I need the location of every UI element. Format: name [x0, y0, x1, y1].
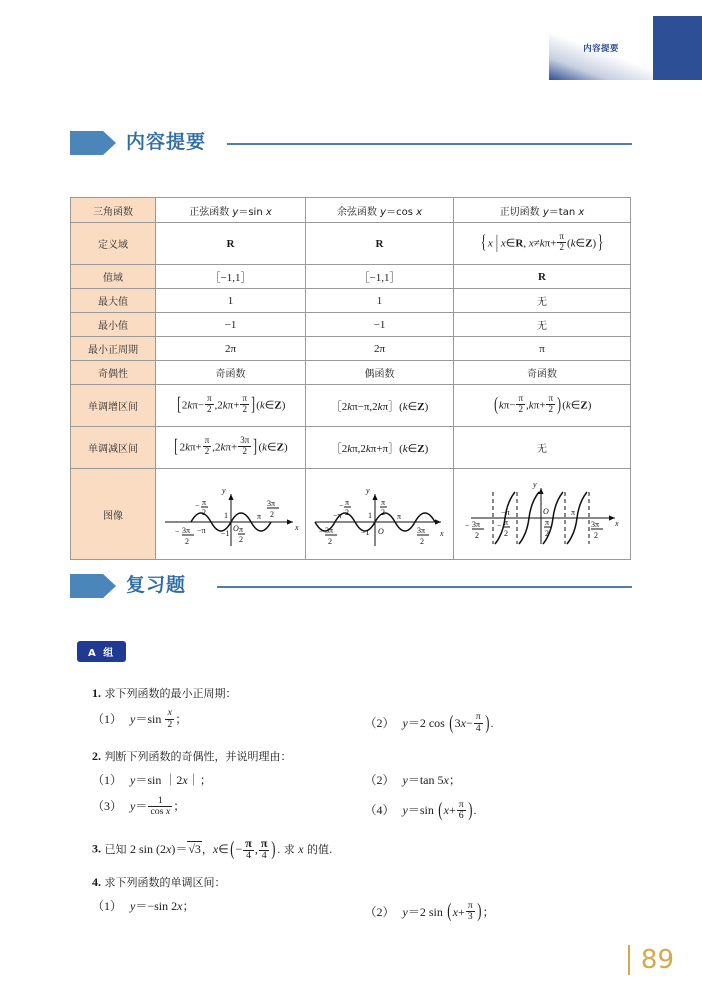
svg-text:O: O — [378, 527, 384, 536]
exercise-stem-3 — [92, 835, 637, 865]
part-expression: y＝sin ｜2x｜； — [130, 773, 212, 788]
row-label-range: 值域 — [71, 265, 156, 289]
svg-text:π: π — [345, 498, 350, 507]
svg-text:y: y — [366, 486, 370, 495]
cell-increasing-tan: (kπ− $\frac{\pi}{2}$ ,kπ+ $\frac{\pi}{2}$ )(k∈Z) — [454, 385, 631, 427]
part-expression: y＝sin $\frac{x}{2}$ ； — [130, 707, 188, 730]
svg-text:−: − — [465, 521, 470, 530]
cell-function-sin: 正弦函数 y＝sin x — [156, 198, 306, 223]
svg-text:2: 2 — [381, 508, 385, 517]
exercise-part — [365, 898, 638, 928]
exercise-number-3: 3. — [92, 841, 101, 856]
part-expression: y＝sin (x+ $\frac{\pi}{6}$ ). — [402, 798, 477, 821]
exercise-stem-2 — [92, 748, 637, 765]
part-expression: y＝2 cos (3x− $\frac{\pi}{4}$ ). — [402, 711, 494, 734]
chevron-marker-icon — [70, 131, 116, 155]
row-label-function: 三角函数 — [71, 198, 156, 223]
part-label: （2） — [364, 904, 395, 919]
corner-tab — [549, 16, 702, 80]
svg-text:1: 1 — [368, 511, 372, 520]
svg-text:−: − — [497, 521, 502, 530]
row-label-min: 最小值 — [71, 313, 156, 337]
svg-text:3π: 3π — [591, 520, 600, 529]
section-title-review: 复习题 — [126, 574, 187, 596]
svg-text:−: − — [195, 501, 200, 510]
part-label: （1） — [92, 899, 123, 914]
svg-text:π: π — [397, 512, 402, 521]
cell-domain-sin: R — [156, 223, 306, 265]
row-label-max: 最大值 — [71, 289, 156, 313]
exercise-text-3: 已知 2 sin (2x)＝√3，x∈(− $\frac{\pi}{4}$ , $\frac{\pi}{4}$ ). 求 x 的值. — [104, 835, 333, 861]
exercise-text-1: 求下列函数的最小正周期： — [104, 687, 237, 700]
table-row — [71, 313, 631, 337]
table-row — [71, 469, 631, 560]
svg-text:x: x — [440, 529, 444, 538]
page-number-rule — [628, 945, 630, 975]
exercise-parts-2b — [92, 794, 637, 827]
part-expression: y＝tan 5x； — [402, 773, 461, 788]
svg-text:2: 2 — [185, 537, 189, 546]
cell-parity-cos: 偶函数 — [306, 361, 454, 385]
svg-text:−1: −1 — [361, 528, 370, 537]
exercise-parts-4 — [92, 898, 637, 928]
table-row — [71, 289, 631, 313]
part-label: （2） — [364, 715, 395, 730]
sine-curve-icon — [159, 474, 303, 554]
exercise-stem-4 — [92, 874, 637, 891]
cell-range-sin: ［−1,1］ — [156, 265, 306, 289]
part-label: （2） — [364, 773, 395, 788]
section-title-contents: 内容提要 — [126, 131, 207, 153]
cell-min-tan: 无 — [454, 313, 631, 337]
cell-domain-cos: R — [306, 223, 454, 265]
cosine-curve-icon — [309, 474, 451, 554]
table-row — [71, 337, 631, 361]
part-expression: y＝2 sin (x+ $\frac{\pi}{3}$ )； — [402, 900, 495, 923]
cell-period-sin: 2π — [156, 337, 306, 361]
svg-text:π: π — [545, 518, 550, 527]
svg-text:O: O — [543, 507, 549, 516]
svg-text:−: − — [319, 527, 324, 536]
svg-text:−π: −π — [333, 511, 342, 520]
cell-min-sin: −1 — [156, 313, 306, 337]
row-label-increasing: 单调增区间 — [71, 385, 156, 427]
svg-text:−π: −π — [197, 526, 206, 535]
part-label: （1） — [92, 711, 123, 726]
page-number-value: 89 — [640, 945, 674, 975]
cell-decreasing-sin: [2kπ+ $\frac{\pi}{2}$ ,2kπ+ $\frac{3\pi}{2}$ ](k∈Z) — [156, 427, 306, 469]
corner-tab-block — [653, 16, 702, 80]
cell-increasing-cos: ［2kπ−π,2kπ］(k∈Z) — [306, 385, 454, 427]
table-row — [71, 223, 631, 265]
svg-text:2: 2 — [239, 535, 243, 544]
corner-tab-fade — [549, 16, 653, 80]
section-rule — [227, 143, 632, 145]
exercise-stem-1 — [92, 685, 637, 702]
part-label: （3） — [92, 799, 123, 814]
exercise-part — [365, 797, 638, 827]
page-number — [628, 945, 674, 975]
cell-parity-sin: 奇函数 — [156, 361, 306, 385]
trig-summary-table — [70, 197, 631, 560]
svg-text:−π: −π — [501, 508, 510, 517]
exercise-part — [365, 772, 638, 789]
tangent-curve-icon — [457, 474, 627, 554]
part-expression: y＝ $\frac{1}{\text{cos x}}$ ； — [130, 794, 186, 817]
section-header-review — [70, 569, 632, 603]
svg-text:2: 2 — [202, 508, 206, 517]
corner-tab-label: 内容提要 — [583, 44, 619, 54]
cell-period-tan: π — [454, 337, 631, 361]
cell-min-cos: −1 — [306, 313, 454, 337]
table-row — [71, 385, 631, 427]
svg-text:3π: 3π — [417, 526, 426, 535]
svg-text:π: π — [571, 508, 576, 517]
svg-text:2: 2 — [420, 537, 424, 546]
svg-text:−1: −1 — [221, 529, 230, 538]
svg-text:y: y — [222, 486, 226, 495]
row-label-graph: 图像 — [71, 469, 156, 560]
svg-text:π: π — [239, 525, 244, 534]
svg-text:2: 2 — [504, 529, 508, 538]
cell-graph-tan — [454, 469, 631, 560]
table-row — [71, 198, 631, 223]
exercise-part — [92, 709, 365, 739]
cell-decreasing-cos: ［2kπ,2kπ+π］(k∈Z) — [306, 427, 454, 469]
exercise-number-4: 4. — [92, 874, 101, 889]
svg-text:2: 2 — [594, 531, 598, 540]
exercise-parts-2a — [92, 772, 637, 789]
svg-text:y: y — [533, 480, 537, 489]
svg-text:3π: 3π — [267, 499, 276, 508]
svg-text:π: π — [504, 518, 509, 527]
cell-period-cos: 2π — [306, 337, 454, 361]
cell-decreasing-tan: 无 — [454, 427, 631, 469]
svg-text:3π: 3π — [472, 520, 481, 529]
row-label-parity: 奇偶性 — [71, 361, 156, 385]
section-rule — [217, 586, 632, 588]
svg-text:x: x — [295, 523, 299, 532]
svg-text:2: 2 — [475, 531, 479, 540]
part-label: （1） — [92, 773, 123, 788]
svg-text:3π: 3π — [325, 526, 334, 535]
svg-text:π: π — [257, 512, 262, 521]
chevron-marker-icon — [70, 574, 116, 598]
svg-text:2: 2 — [345, 508, 349, 517]
row-label-decreasing: 单调减区间 — [71, 427, 156, 469]
svg-text:−: − — [339, 501, 344, 510]
row-label-domain: 定义域 — [71, 223, 156, 265]
exercise-parts-1 — [92, 709, 637, 739]
exercise-number-2: 2. — [92, 748, 101, 763]
cell-domain-tan: { x | x∈R, x≠kπ+ $\frac{\pi}{2}$ (k∈Z)} — [454, 223, 631, 265]
exercise-part — [92, 898, 365, 928]
cell-range-cos: ［−1,1］ — [306, 265, 454, 289]
cell-parity-tan: 奇函数 — [454, 361, 631, 385]
cell-graph-sin — [156, 469, 306, 560]
svg-text:1: 1 — [224, 511, 228, 520]
svg-text:π: π — [381, 498, 386, 507]
table-row — [71, 265, 631, 289]
svg-text:x: x — [615, 519, 619, 528]
part-label: （4） — [364, 803, 395, 818]
cell-function-tan: 正切函数 y＝tan x — [454, 198, 631, 223]
table-row — [71, 427, 631, 469]
exercise-text-2: 判断下列函数的奇偶性，并说明理由： — [104, 749, 292, 763]
cell-max-tan: 无 — [454, 289, 631, 313]
exercise-list — [92, 676, 637, 928]
cell-max-sin: 1 — [156, 289, 306, 313]
cell-range-tan: R — [454, 265, 631, 289]
row-label-period: 最小正周期 — [71, 337, 156, 361]
group-badge-a: A 组 — [77, 641, 126, 662]
table-row — [71, 361, 631, 385]
svg-text:3π: 3π — [182, 526, 191, 535]
svg-text:2: 2 — [545, 529, 549, 538]
cell-increasing-sin: [2kπ− $\frac{\pi}{2}$ ,2kπ+ $\frac{\pi}{2}$ ](k∈Z) — [156, 385, 306, 427]
section-header-contents — [70, 126, 632, 160]
svg-text:O: O — [233, 524, 239, 533]
svg-text:−: − — [175, 527, 180, 536]
svg-text:π: π — [202, 498, 207, 507]
cell-max-cos: 1 — [306, 289, 454, 313]
cell-graph-cos — [306, 469, 454, 560]
svg-text:2: 2 — [328, 537, 332, 546]
exercise-text-4: 求下列函数的单调区间： — [104, 875, 226, 889]
svg-text:2: 2 — [270, 510, 274, 519]
exercise-part — [92, 772, 365, 789]
cell-function-cos: 余弦函数 y＝cos x — [306, 198, 454, 223]
exercise-part — [92, 794, 365, 827]
part-expression: y＝−sin 2x； — [130, 899, 195, 914]
exercise-part — [365, 709, 638, 739]
exercise-number-1: 1. — [92, 686, 101, 700]
